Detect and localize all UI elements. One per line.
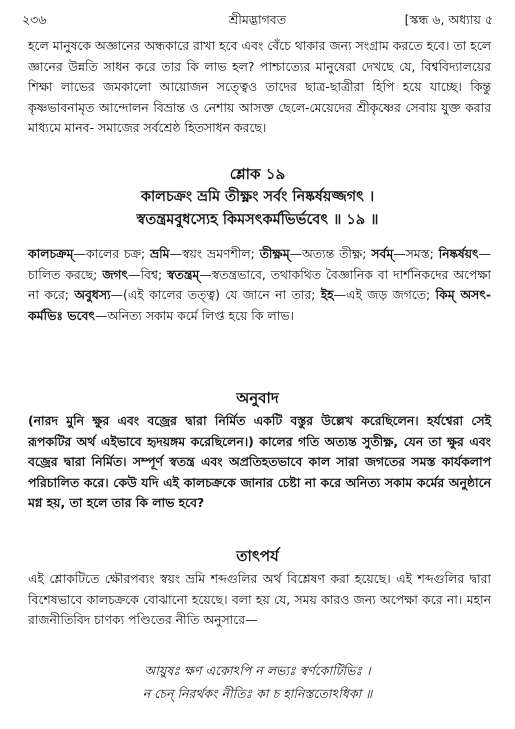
chapter-reference: [স্কন্ধ ৬, অধ্যায় ৫ (404, 12, 493, 27)
sanskrit-quote (20, 659, 495, 705)
text-line: শব্দগুলির দ্বারা বিশেষভাবে কালচক্রকে বোঝানো হয়েছে। বলা হয় যে, সময় (28, 571, 491, 607)
synonym-meaning: স্বয়ং ভ্রমণশীল (181, 246, 251, 261)
intro-paragraph (28, 36, 491, 139)
purport-heading: তাৎপর্য (236, 547, 279, 565)
verse-title: শ্লোক ১৯ (229, 165, 286, 183)
text-line: কারও জন্য অপেক্ষা করে না। মহান রাজনীতিবিদ চাণক্য পণ্ডিতের নীতি (28, 591, 491, 628)
synonym-word: সর্বম্ (371, 246, 394, 261)
synonym-meaning: অত্যন্ত তীক্ষ্ণ (302, 246, 363, 261)
page-number: ২৩৬ (22, 12, 47, 27)
synonym-word: অবুধস্য (74, 287, 111, 303)
synonym-meaning: (এই কালের তত্ত্ব) যে জানে না তার (123, 287, 312, 303)
text-line: অনুসারে— (203, 612, 258, 628)
synonyms-paragraph: কালচক্রম্—কালের চক্র; ভ্রমি—স্বয়ং ভ্রমণশীল; তীক্ষ্ণম্—অত্যন্ত তীক্ষ্ণ; সর্বম্—সমস্ত; নিষ্কর্ষয়ৎ—চালিত করছে; জগৎ—বিশ্ব; স্বতন্ত্রম্—স্বতন্ত্রভাবে, তথাকথিত বৈজ্ঞানিক বা দার্শনিকদের অপেক্ষা না করে; অবুধস্য—(এই কালের তত্ত্ব) যে জানে না তার; ইহ—এই জড় জগতে; কিম্ অসৎ-কর্মভিঃ ভবেৎ—অনিত্য সকাম কর্মে লিপ্ত হয়ে কি লাভ। (28, 246, 492, 323)
synonym-word: জগৎ (102, 266, 129, 282)
synonym-word: স্বতন্ত্রম্ (166, 266, 200, 282)
text-line: (নারদ মুনি ক্ষুর এবং বজ্রের দ্বারা নির্মিত একটি বস্তুর উল্লেখ করেছিলেন। (28, 413, 419, 428)
text-line: এই শ্লোকটিতে ক্ষৌরপব্যং স্বয়ং ভ্রমি শব্দগুলির অর্থ বিশ্লেষণ করা হয়েছে। এই (28, 571, 413, 586)
text-line: হর্যশ্বেরা সেই রূপকটির অর্থ এইভাবে হৃদয়ঙ্গম করেছিলেন।) কালের গতি (28, 413, 491, 449)
synonym-meaning: সমস্ত (405, 246, 430, 261)
text-line: যদি এই কালচক্রকে জানার চেষ্টা না করে অনিত্য সকাম কর্মের অনুষ্ঠানে মগ্ন (28, 474, 491, 511)
verse-text (20, 186, 495, 232)
synonym-word: কালচক্রম্ (28, 246, 74, 261)
synonym-meaning: স্বতন্ত্রভাবে, তথাকথিত বৈজ্ঞানিক বা দার্শনিকদের অপেক্ষা না করে (28, 266, 492, 303)
synonym-meaning: বিশ্ব (140, 266, 158, 282)
translation-paragraph (28, 411, 491, 514)
quote-line: আয়ুষঃ ক্ষণ একোঽপি ন লভ্যঃ স্বর্ণকোটিভিঃ । (144, 663, 371, 678)
synonym-meaning: এই জড় জগতে (346, 287, 426, 303)
purport-paragraph (28, 569, 491, 631)
synonym-meaning: কালের চক্র (85, 246, 141, 261)
synonym-word: নিষ্কর্ষয়ৎ (438, 246, 479, 261)
synonym-word: কিম্ অসৎ-কর্মভিঃ ভবেৎ (28, 287, 491, 323)
book-title: শ্রীমদ্ভাগবত (228, 12, 287, 27)
text-line: মানুষেরা দেখছে যে, বিশ্ববিদ্যালয়ের শিক্ষা লাভের জমকালো আয়োজন সত্ত্বেও (28, 58, 491, 95)
text-line: অপ্রতিহতভাবে কাল সারা জগতের সমস্ত কার্যকলাপ পরিচালিত করে। কেউ (28, 454, 491, 490)
text-line: হলে মানুষকে অজ্ঞানের অন্ধকারে রাখা হবে এবং বেঁচে থাকার জন্য সংগ্রাম করতে (28, 38, 423, 53)
verse-line: স্বতন্ত্রমবুধস্যেহ কিমসৎকর্মভির্ভবেৎ ॥ ১৯ ॥ (136, 212, 379, 228)
synonym-word: ইহ (320, 287, 334, 303)
verse-line: কালচক্রং ভ্রমি তীক্ষ্ণং সর্বং নিষ্কর্ষয়জ্জগৎ । (140, 189, 375, 205)
text-line: সমাজের সর্বশ্রেষ্ঠ হিতসাধন করছে। (98, 120, 267, 136)
quote-line: ন চেন্ নিরর্থকং নীতিঃ কা চ হানিস্ততোঽধিকা ॥ (142, 686, 373, 701)
text-line: হয়, তা হলে তার কি লাভ হবে? (46, 495, 205, 511)
translation-heading: অনুবাদ (236, 389, 279, 407)
synonym-meaning: অনিত্য সকাম কর্মে লিপ্ত হয়ে কি লাভ। (107, 307, 294, 323)
text-line: হবে। তা হলে জ্ঞানের উন্নতি সাধন করে তার কি লাভ হল? পাশ্চাত্যের (28, 38, 491, 74)
synonym-word: ভ্রমি (150, 246, 170, 261)
text-line: অত্যন্ত সুতীক্ষ্ণ, যেন তা ক্ষুর এবং বজ্রের দ্বারা নির্মিত। সম্পূর্ণ স্বতন্ত্র এবং (28, 433, 491, 470)
synonym-meaning: চালিত করছে (28, 266, 94, 282)
text-line: তাদের ছাত্র-ছাত্রীরা হিপি হয়ে যাচ্ছে। কিন্তু কৃষ্ণভাবনামৃত আন্দোলন বিভ্রান্ত ও (28, 79, 491, 115)
page-header (22, 12, 493, 32)
text-line: নেশায় আসক্ত ছেলে-মেয়েদের শ্রীকৃষ্ণের সেবায় যুক্ত করার মাধ্যমে মানব- (28, 99, 492, 136)
synonym-word: তীক্ষ্ণম্ (259, 246, 290, 261)
